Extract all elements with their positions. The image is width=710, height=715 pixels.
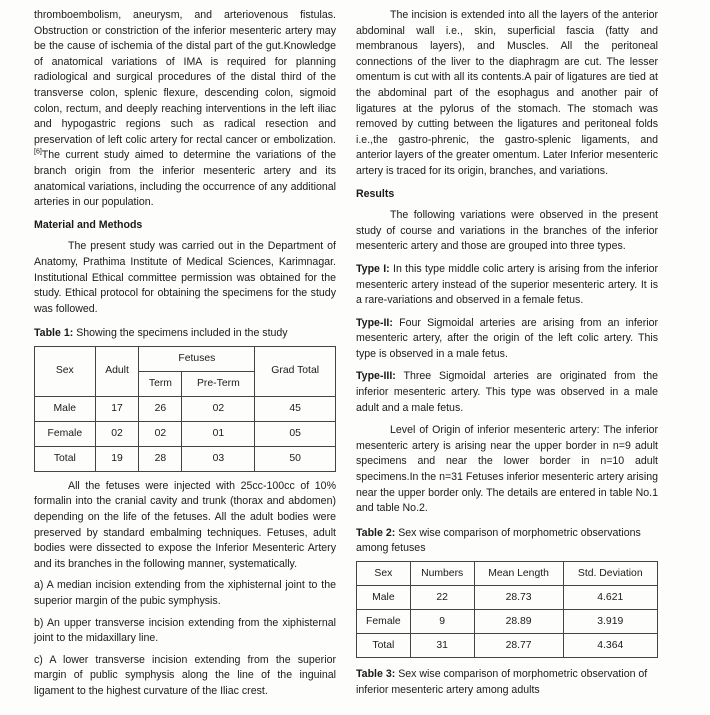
type2-paragraph: Type-II: Four Sigmoidal arteries are arising from an inferior mesenteric artery, after the origin of the left colic artery. This type is observed in a male fetus. bbox=[356, 316, 658, 360]
cell-sex: Female bbox=[35, 421, 96, 446]
cell-preterm: 01 bbox=[182, 421, 255, 446]
cell-total: 05 bbox=[255, 421, 336, 446]
citation-marker: [6] bbox=[34, 148, 42, 156]
table-row bbox=[35, 446, 336, 471]
table2-caption: Table 2: Sex wise comparison of morphometric observations among fetuses bbox=[356, 526, 641, 555]
intro-paragraph: thromboembolism, aneurysm, and arteriovenous fistulas. Obstruction or constriction of the inferior mesenteric artery may be the cause of ischemia of the distal part of the gut.Knowledge of anatomical variations of IMA is required for planning radiological and surgical procedures of the distal third of the transverse colon, splenic flexure, descending colon, sigmoid colon, rectum, and deeply reaching interventions in the left iliac and hypogastric regions such as radical resection and preservation of left colic artery for rectal cancer or embolization. [6]The current study aimed to determine the variations of the branch origin from the inferior mesenteric artery and its anatomical variations, including the occurrence of any additional arteries in our population. bbox=[34, 9, 336, 209]
col-header-sex: Sex bbox=[35, 346, 96, 396]
table-row bbox=[357, 586, 658, 610]
incision-item-c: c) A lower transverse incision extending from the superior margin of public symphysis along the line of the inguinal ligament to the highest curvature of the Iliac crest. bbox=[34, 653, 336, 697]
cell-sex: Male bbox=[357, 586, 411, 610]
table3-caption: Table 3: Sex wise comparison of morphometric observation of inferior mesenteric artery among adults bbox=[356, 668, 648, 696]
table-row bbox=[357, 634, 658, 658]
col-header-numbers: Numbers bbox=[410, 562, 474, 586]
cell-preterm: 02 bbox=[182, 396, 255, 421]
cell-numbers: 22 bbox=[410, 586, 474, 610]
specimens-table bbox=[34, 346, 336, 472]
cell-numbers: 31 bbox=[410, 634, 474, 658]
cell-adult: 17 bbox=[95, 396, 139, 421]
cell-total: 45 bbox=[255, 396, 336, 421]
table-row bbox=[35, 421, 336, 446]
cell-sd: 4.364 bbox=[563, 634, 657, 658]
cell-term: 26 bbox=[139, 396, 182, 421]
cell-mean: 28.73 bbox=[474, 586, 563, 610]
methods-paragraph: The present study was carried out in the Department of Anatomy, Prathima Institute of Medical Sciences, Karimnagar. Institutional Ethical committee permission was obtained for the study. Ethical protocol for obtaining the specimens for the study was followed. bbox=[34, 240, 336, 315]
cell-preterm: 03 bbox=[182, 446, 255, 471]
cell-mean: 28.77 bbox=[474, 634, 563, 658]
cell-term: 02 bbox=[139, 421, 182, 446]
cell-sex: Total bbox=[357, 634, 411, 658]
type3-paragraph: Type-III: Three Sigmoidal arteries are originated from the inferior mesenteric artery. This type was observed in a male adult and a male fetus. bbox=[356, 370, 658, 414]
fetus-morphometric-table bbox=[356, 561, 658, 658]
methods-heading: Material and Methods bbox=[34, 218, 143, 231]
table-row bbox=[357, 610, 658, 634]
incision-item-a: a) A median incision extending from the xiphisternal joint to the superior margin of the pubic symphysis. bbox=[34, 579, 336, 608]
col-header-preterm: Pre-Term bbox=[182, 371, 255, 396]
cell-sd: 3.919 bbox=[563, 610, 657, 634]
col-header-term: Term bbox=[139, 371, 182, 396]
cell-sd: 4.621 bbox=[563, 586, 657, 610]
left-column bbox=[34, 8, 336, 700]
cell-adult: 02 bbox=[95, 421, 139, 446]
table1-caption: Table 1: Showing the specimens included in the study bbox=[34, 327, 288, 340]
cell-adult: 19 bbox=[95, 446, 139, 471]
table-row bbox=[35, 396, 336, 421]
col-header-grand-total: Grad Total bbox=[255, 346, 336, 396]
col-header-fetuses: Fetuses bbox=[139, 346, 255, 371]
cell-numbers: 9 bbox=[410, 610, 474, 634]
cell-sex: Total bbox=[35, 446, 96, 471]
results-heading: Results bbox=[356, 187, 395, 200]
type1-paragraph: Type I: In this type middle colic artery is arising from the inferior mesenteric artery instead of the superior mesenteric artery. It is a rare-variations and observed in a female fetus. bbox=[356, 262, 658, 307]
col-header-std-deviation: Std. Deviation bbox=[563, 562, 657, 586]
level-of-origin-paragraph: Level of Origin of inferior mesenteric artery: The inferior mesenteric artery is arising near the upper border in n=9 adult specimens and near the lower border in n=10 adult specimens.In the n=31 Fetuses inferior mesenteric artery arising near the upper border only. The details are entered in table No.1 and table No.2. bbox=[356, 424, 658, 515]
right-column bbox=[356, 8, 658, 702]
cell-total: 50 bbox=[255, 446, 336, 471]
incision-item-b: b) An upper transverse incision extending from the xiphisternal joint to the midaxillary line. bbox=[34, 616, 336, 645]
col-header-mean-length: Mean Length bbox=[474, 562, 563, 586]
cell-mean: 28.89 bbox=[474, 610, 563, 634]
incision-paragraph: The incision is extended into all the layers of the anterior abdominal wall i.e., skin, superficial fascia (fatty and membranous layers), and Muscles. All the peritoneal connections of the liver to the diaphragm are cut. The lesser omentum is cut with all its contents.A pair of ligatures are tied at the abdominal part of the esophagus and another pair of ligatures at the pylorus of the stomach. The stomach was removed by cutting between the ligatures and peritoneal folds i.e.,the gastro-phrenic, the gastro-splenic ligaments, and anterior layers of the greater omentum. Later Inferior mesenteric artery is traced for its origin, branches, and variations. bbox=[356, 9, 658, 177]
fetus-paragraph: All the fetuses were injected with 25cc-100cc of 10% formalin into the cranial cavity and trunk (thorax and abdomen) depending on the life of the fetuses. All the adult bodies were preserved by standard embalming techniques. Fetuses, adult bodies were dissected to expose the Inferior Mesenteric Artery and its branches in the following manner, systematically. bbox=[34, 479, 336, 570]
col-header-adult: Adult bbox=[95, 346, 139, 396]
table-header-row bbox=[357, 562, 658, 586]
cell-sex: Male bbox=[35, 396, 96, 421]
col-header-sex: Sex bbox=[357, 562, 411, 586]
cell-sex: Female bbox=[357, 610, 411, 634]
table-header-row bbox=[35, 346, 336, 371]
results-paragraph: The following variations were observed in the present study of course and variations in the branches of the inferior mesenteric artery and those are grouped into three types. bbox=[356, 209, 658, 253]
cell-term: 28 bbox=[139, 446, 182, 471]
